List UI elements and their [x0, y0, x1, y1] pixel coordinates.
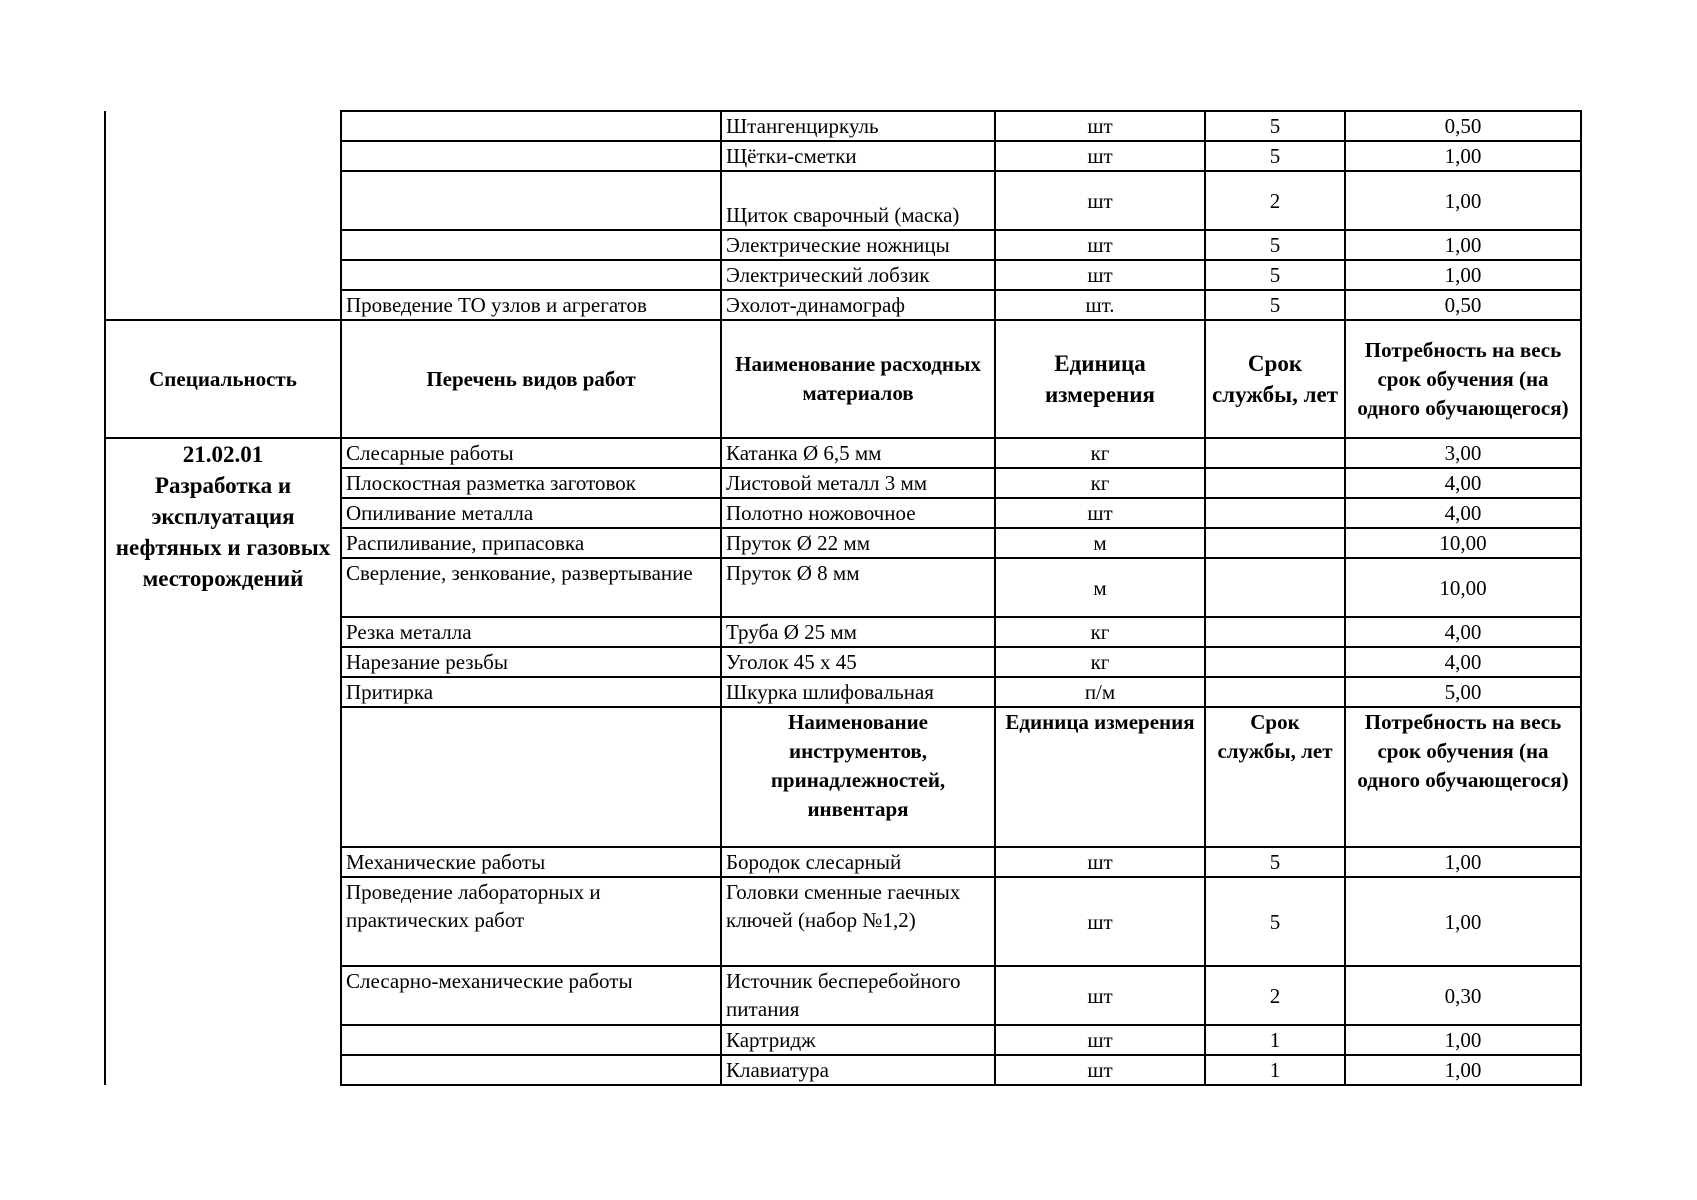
- life-cell: 1: [1205, 1055, 1345, 1085]
- life-cell: 5: [1205, 290, 1345, 320]
- item-cell: Пруток Ø 8 мм: [721, 558, 995, 617]
- unit-cell: м: [995, 528, 1205, 558]
- item-cell: Штангенциркуль: [721, 111, 995, 141]
- life-cell: 2: [1205, 966, 1345, 1025]
- unit-cell: шт: [995, 260, 1205, 290]
- specialty-code: 21.02.01: [182, 442, 264, 467]
- need-cell: 10,00: [1345, 558, 1581, 617]
- item-cell: Клавиатура: [721, 1055, 995, 1085]
- item-cell: Листовой металл 3 мм: [721, 468, 995, 498]
- item-cell: Картридж: [721, 1025, 995, 1055]
- table-header-row: [105, 320, 1581, 438]
- need-cell: 10,00: [1345, 528, 1581, 558]
- header-life: Срок службы, лет: [1205, 320, 1345, 438]
- work-cell: [341, 260, 721, 290]
- unit-cell: м: [995, 558, 1205, 617]
- need-cell: 4,00: [1345, 468, 1581, 498]
- unit-cell: шт: [995, 1025, 1205, 1055]
- unit-cell: шт: [995, 966, 1205, 1025]
- need-cell: 1,00: [1345, 847, 1581, 877]
- life-cell: 5: [1205, 847, 1345, 877]
- need-cell: 4,00: [1345, 647, 1581, 677]
- work-cell: [341, 707, 721, 847]
- unit-cell: шт: [995, 498, 1205, 528]
- life-cell: 5: [1205, 877, 1345, 966]
- work-cell: [341, 1025, 721, 1055]
- unit-cell: кг: [995, 647, 1205, 677]
- header-works: Перечень видов работ: [341, 320, 721, 438]
- life-cell: [1205, 528, 1345, 558]
- item-cell: Электрический лобзик: [721, 260, 995, 290]
- unit-cell: кг: [995, 468, 1205, 498]
- life-cell: [1205, 468, 1345, 498]
- need-cell: 1,00: [1345, 171, 1581, 230]
- work-cell: [341, 230, 721, 260]
- unit-cell: шт: [995, 1055, 1205, 1085]
- need-cell: 1,00: [1345, 877, 1581, 966]
- need-cell: 1,00: [1345, 230, 1581, 260]
- item-cell: Пруток Ø 22 мм: [721, 528, 995, 558]
- life-cell: 5: [1205, 230, 1345, 260]
- work-cell: Резка металла: [341, 617, 721, 647]
- header-material-name: Наименование расходных материалов: [721, 320, 995, 438]
- item-cell: Бородок слесарный: [721, 847, 995, 877]
- work-cell: Механические работы: [341, 847, 721, 877]
- need-cell: 1,00: [1345, 141, 1581, 171]
- need-cell: 1,00: [1345, 1025, 1581, 1055]
- unit-cell: шт: [995, 230, 1205, 260]
- work-cell: [341, 171, 721, 230]
- header-life: Срок службы, лет: [1205, 707, 1345, 847]
- header-specialty: Специальность: [105, 320, 341, 438]
- work-cell: Распиливание, припасовка: [341, 528, 721, 558]
- item-cell: Полотно ножовочное: [721, 498, 995, 528]
- life-cell: [1205, 617, 1345, 647]
- need-cell: 4,00: [1345, 617, 1581, 647]
- unit-cell: шт: [995, 847, 1205, 877]
- unit-cell: кг: [995, 617, 1205, 647]
- item-cell: Щиток сварочный (маска): [721, 171, 995, 230]
- header-unit: Единица измерения: [995, 320, 1205, 438]
- life-cell: [1205, 647, 1345, 677]
- need-cell: 3,00: [1345, 438, 1581, 468]
- work-cell: Нарезание резьбы: [341, 647, 721, 677]
- unit-cell: шт: [995, 171, 1205, 230]
- equipment-table: [104, 110, 1582, 1086]
- unit-cell: шт: [995, 111, 1205, 141]
- need-cell: 0,50: [1345, 111, 1581, 141]
- need-cell: 0,50: [1345, 290, 1581, 320]
- item-cell: Электрические ножницы: [721, 230, 995, 260]
- work-cell: Слесарно-механические работы: [341, 966, 721, 1025]
- unit-cell: п/м: [995, 677, 1205, 707]
- unit-cell: шт: [995, 141, 1205, 171]
- item-cell: Труба Ø 25 мм: [721, 617, 995, 647]
- life-cell: 5: [1205, 111, 1345, 141]
- life-cell: [1205, 438, 1345, 468]
- item-cell: Катанка Ø 6,5 мм: [721, 438, 995, 468]
- work-cell: Проведение ТО узлов и агрегатов: [341, 290, 721, 320]
- specialty-name-line: Разработка и: [154, 473, 292, 498]
- work-cell: Опиливание металла: [341, 498, 721, 528]
- life-cell: 1: [1205, 1025, 1345, 1055]
- header-tool-name: Наименование инструментов, принадлежностей, инвентаря: [721, 707, 995, 847]
- header-unit: Единица измерения: [995, 707, 1205, 847]
- work-cell: [341, 1055, 721, 1085]
- life-cell: [1205, 677, 1345, 707]
- need-cell: 5,00: [1345, 677, 1581, 707]
- item-cell: Эхолот-динамограф: [721, 290, 995, 320]
- specialty-cell: [105, 438, 341, 1085]
- specialty-name-line: нефтяных и газовых: [115, 535, 331, 560]
- work-cell: [341, 111, 721, 141]
- table-row: [105, 111, 1581, 141]
- work-cell: [341, 141, 721, 171]
- need-cell: 0,30: [1345, 966, 1581, 1025]
- item-cell: Источник бесперебойного питания: [721, 966, 995, 1025]
- life-cell: 5: [1205, 260, 1345, 290]
- need-cell: 1,00: [1345, 260, 1581, 290]
- specialty-name-line: эксплуатация: [151, 504, 295, 529]
- item-cell: Шкурка шлифовальная: [721, 677, 995, 707]
- work-cell: Слесарные работы: [341, 438, 721, 468]
- life-cell: [1205, 498, 1345, 528]
- work-cell: Проведение лабораторных и практических работ: [341, 877, 721, 966]
- header-need: Потребность на весь срок обучения (на одного обучающегося): [1345, 320, 1581, 438]
- unit-cell: шт: [995, 877, 1205, 966]
- life-cell: 2: [1205, 171, 1345, 230]
- specialty-cell-continued: [105, 111, 341, 320]
- life-cell: 5: [1205, 141, 1345, 171]
- table-row: [105, 438, 1581, 468]
- item-cell: Уголок 45 х 45: [721, 647, 995, 677]
- header-need: Потребность на весь срок обучения (на одного обучающегося): [1345, 707, 1581, 847]
- work-cell: Сверление, зенкование, развертывание: [341, 558, 721, 617]
- item-cell: Щётки-сметки: [721, 141, 995, 171]
- specialty-name-line: месторождений: [142, 566, 304, 591]
- item-cell: Головки сменные гаечных ключей (набор №1,2): [721, 877, 995, 966]
- unit-cell: шт.: [995, 290, 1205, 320]
- need-cell: 4,00: [1345, 498, 1581, 528]
- life-cell: [1205, 558, 1345, 617]
- work-cell: Плоскостная разметка заготовок: [341, 468, 721, 498]
- need-cell: 1,00: [1345, 1055, 1581, 1085]
- unit-cell: кг: [995, 438, 1205, 468]
- work-cell: Притирка: [341, 677, 721, 707]
